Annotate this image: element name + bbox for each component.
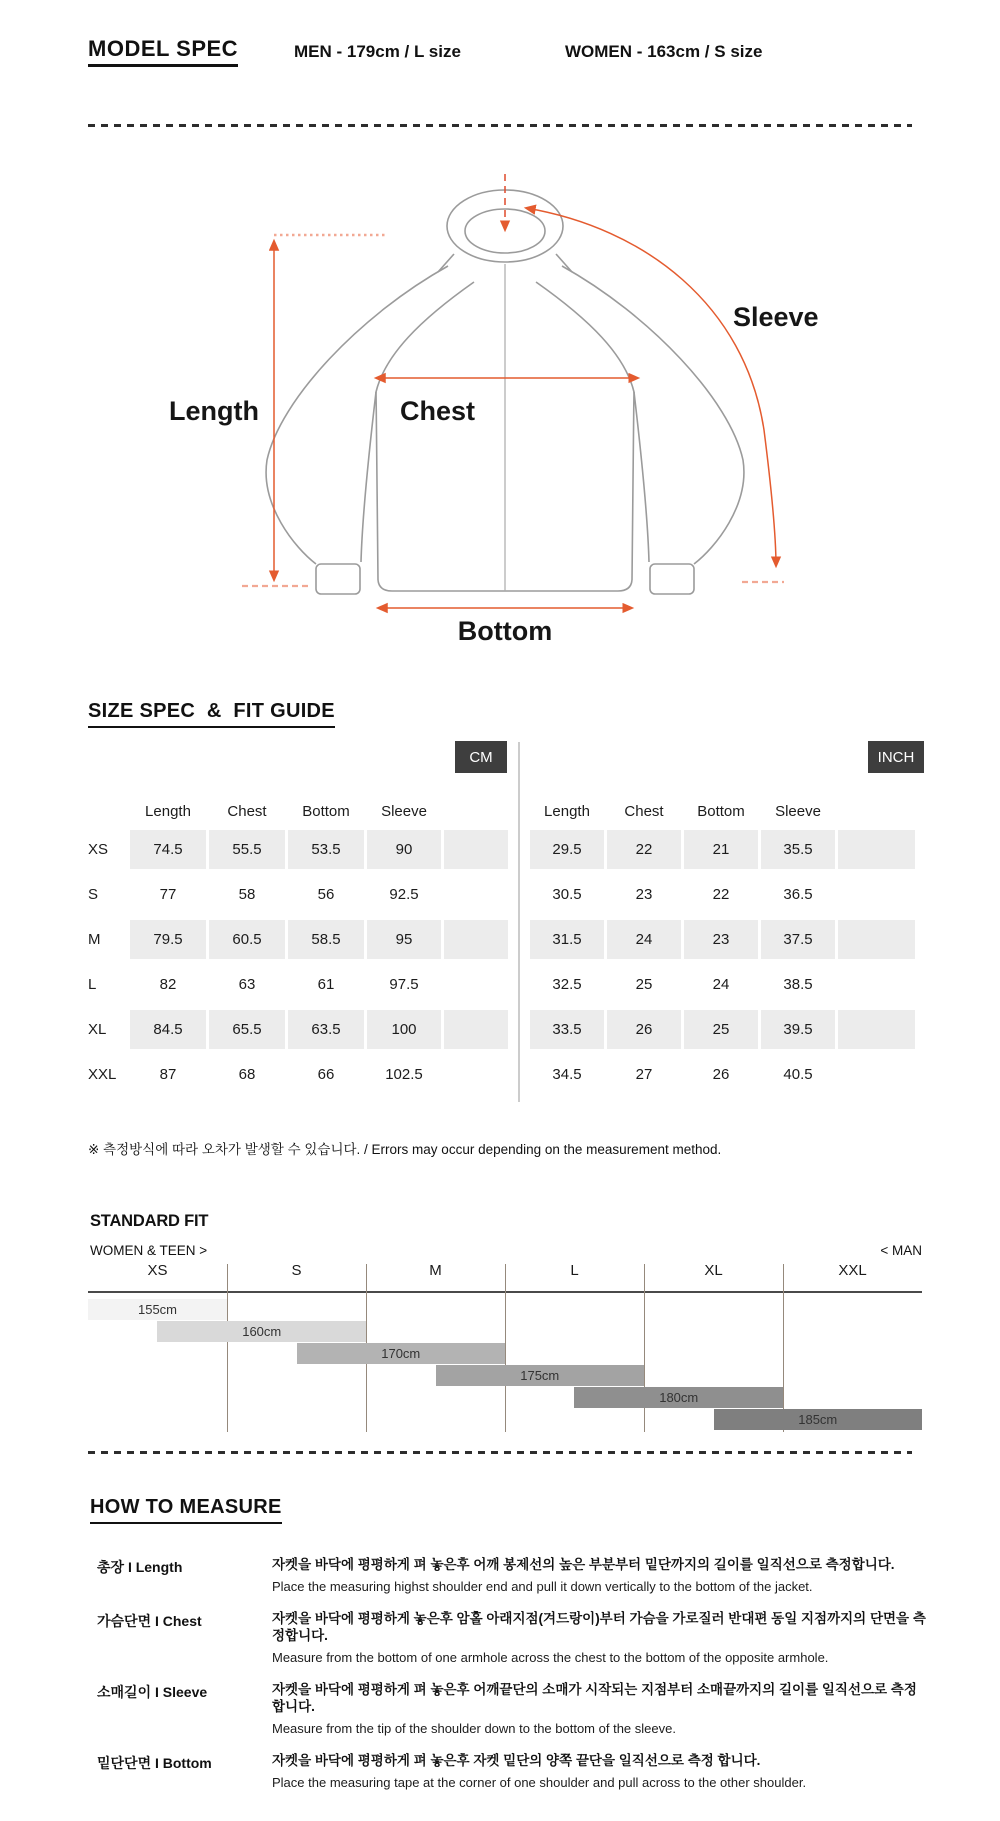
label-bottom: Bottom: [457, 616, 553, 646]
size-cell-extra: [838, 965, 915, 1004]
size-cell: 39.5: [761, 1010, 835, 1049]
size-cell-extra: [444, 1010, 508, 1049]
size-cell: 24: [712, 976, 730, 993]
measure-text-en: Measure from the bottom of one armhole across the chest to the bottom of the opposite armhole.: [272, 1650, 829, 1665]
dashed-divider-bottom: [88, 1451, 912, 1454]
size-row-label: S: [88, 886, 99, 903]
size-cell: 37.5: [761, 920, 835, 959]
fit-bar-label: 160cm: [242, 1324, 282, 1339]
size-col-header: Length: [544, 802, 590, 820]
size-cell-extra: [838, 920, 915, 959]
fit-size-label: S: [291, 1262, 302, 1279]
standard-fit-chart: [88, 1262, 922, 1434]
label-chest: Chest: [400, 396, 476, 426]
measure-row-label: 밑단단면 I Bottom: [97, 1755, 212, 1771]
size-cell: 26: [607, 1010, 681, 1049]
size-cell: 100: [367, 1010, 441, 1049]
fit-bar-label: 185cm: [798, 1412, 838, 1427]
unit-badge-cm: CM: [455, 741, 507, 773]
size-col-header: Length: [145, 802, 191, 820]
size-cell: 34.5: [552, 1066, 582, 1083]
size-cell: 84.5: [130, 1010, 206, 1049]
measure-row: [97, 1610, 927, 1666]
size-row-label: M: [88, 931, 101, 948]
size-cell-extra: [838, 875, 915, 914]
size-cell: 82: [159, 976, 177, 993]
size-cell: 31.5: [530, 920, 604, 959]
size-cell: 53.5: [288, 830, 364, 869]
size-col-header: Sleeve: [381, 802, 427, 820]
size-cell-extra: [444, 875, 508, 914]
size-cell: 77: [159, 886, 177, 903]
jacket-measure-diagram: [70, 130, 930, 654]
measure-row-desc: [272, 1556, 895, 1595]
size-cell: 21: [684, 830, 758, 869]
size-cell: 24: [607, 920, 681, 959]
size-cell: 25: [635, 976, 653, 993]
size-cell: 22: [712, 886, 730, 903]
size-cell: 38.5: [783, 976, 813, 993]
fit-size-label: XXL: [838, 1262, 867, 1279]
size-col-header: Chest: [624, 802, 664, 820]
size-cell-extra: [838, 830, 915, 869]
size-row-label: XS: [88, 841, 109, 858]
standard-fit-title: STANDARD FIT: [90, 1212, 209, 1230]
measure-row-label: 총장 I Length: [97, 1559, 183, 1575]
size-cell: 74.5: [130, 830, 206, 869]
measure-row-label: 가슴단면 I Chest: [97, 1613, 202, 1629]
size-cell: 58: [238, 886, 256, 903]
how-to-measure-title: HOW TO MEASURE: [90, 1496, 282, 1524]
size-cell-extra: [838, 1010, 915, 1049]
size-cell: 22: [607, 830, 681, 869]
measure-text-en: Measure from the tip of the shoulder down to the bottom of the sleeve.: [272, 1721, 676, 1736]
size-col-header-blank: [444, 795, 508, 827]
size-cell: 92.5: [389, 886, 419, 903]
fit-size-label: XS: [147, 1262, 168, 1279]
size-cell: 29.5: [530, 830, 604, 869]
measure-annotations: [242, 174, 784, 608]
size-cell: 95: [367, 920, 441, 959]
model-spec-women: WOMEN - 163cm / S size: [565, 42, 763, 61]
size-cell: 30.5: [552, 886, 582, 903]
fit-bar: [436, 1365, 645, 1386]
measure-row-label: 소매길이 I Sleeve: [97, 1684, 208, 1700]
fit-size-label: XL: [704, 1262, 723, 1279]
size-cell: 97.5: [389, 976, 419, 993]
size-col-header: Chest: [227, 802, 267, 820]
fit-caption-women: WOMEN & TEEN >: [90, 1243, 208, 1258]
size-col-header-blank: [85, 795, 127, 827]
fit-bar: [574, 1387, 783, 1408]
fit-bar-label: 155cm: [137, 1302, 178, 1317]
size-cell: 102.5: [385, 1066, 423, 1083]
measure-text-en: Place the measuring highst shoulder end and pull it down vertically to the bottom of the jacket.: [272, 1579, 813, 1594]
fit-bar: [157, 1321, 366, 1342]
size-cell: 23: [635, 886, 653, 903]
how-to-measure-rows: [97, 1556, 927, 1806]
size-cell: 56: [317, 886, 335, 903]
fit-caption-man: < MAN: [880, 1243, 922, 1258]
measure-row: [97, 1681, 927, 1737]
size-cell: 27: [635, 1066, 653, 1083]
size-cell: 68: [238, 1066, 256, 1083]
label-sleeve: Sleeve: [733, 302, 819, 332]
fit-bar-label: 170cm: [381, 1346, 421, 1361]
size-row-label: XXL: [88, 1066, 117, 1083]
page-title: MODEL SPEC: [88, 36, 238, 67]
size-cell-extra: [838, 1055, 915, 1094]
size-cell: 58.5: [288, 920, 364, 959]
measure-row: [97, 1752, 927, 1791]
fit-bar: [714, 1409, 923, 1430]
size-col-header-blank: [838, 795, 915, 827]
size-cell: 35.5: [761, 830, 835, 869]
size-row-label: L: [88, 976, 97, 993]
fit-bar-label: 175cm: [520, 1368, 560, 1383]
size-cell: 90: [367, 830, 441, 869]
fit-tick-line: [783, 1264, 784, 1432]
measure-row: [97, 1556, 927, 1595]
measure-row-desc: [272, 1681, 927, 1737]
fit-tick-line: [505, 1264, 506, 1432]
size-cell: 26: [712, 1066, 730, 1083]
size-cell-extra: [444, 920, 508, 959]
measure-row-desc: [272, 1610, 927, 1666]
fit-size-label: M: [429, 1262, 442, 1279]
fit-bar-label: 180cm: [659, 1390, 699, 1405]
label-length: Length: [169, 396, 259, 426]
measure-text-kr: 자켓을 바닥에 평평하게 펴 놓은후 어깨끝단의 소매가 시작되는 지점부터 소매끝까지의 길이를 일직선으로 측정합니다.: [272, 1682, 917, 1714]
size-cell-extra: [444, 965, 508, 1004]
size-table-cm: [85, 795, 508, 1097]
measure-text-kr: 자켓을 바닥에 평평하게 놓은후 암홀 아래지점(겨드랑이)부터 가슴을 가로질러 반대편 동일 지점까지의 단면을 측정합니다.: [272, 1611, 926, 1643]
size-cell: 40.5: [783, 1066, 813, 1083]
model-spec-men: MEN - 179cm / L size: [294, 42, 461, 61]
size-cell: 65.5: [209, 1010, 285, 1049]
size-cell: 61: [317, 976, 335, 993]
size-col-header: Sleeve: [775, 802, 821, 820]
table-divider-line: [518, 742, 520, 1102]
measure-text-kr: 자켓을 바닥에 평평하게 펴 놓은후 어깨 봉제선의 높은 부분부터 밑단까지의 길이를 일직선으로 측정합니다.: [272, 1557, 895, 1572]
fit-size-label: L: [570, 1262, 579, 1279]
size-spec-title: SIZE SPEC & FIT GUIDE: [88, 700, 335, 728]
size-row-label: XL: [88, 1021, 107, 1038]
size-cell: 33.5: [530, 1010, 604, 1049]
measure-row-desc: [272, 1752, 806, 1791]
size-cell: 23: [684, 920, 758, 959]
size-cell: 66: [317, 1066, 335, 1083]
size-cell: 79.5: [130, 920, 206, 959]
fit-tick-line: [227, 1264, 228, 1432]
unit-badge-inch: INCH: [868, 741, 924, 773]
size-col-header: Bottom: [697, 802, 745, 820]
size-cell-extra: [444, 830, 508, 869]
measurement-note: ※ 측정방식에 따라 오차가 발생할 수 있습니다. / Errors may occur depending on the measurement method.: [88, 1142, 722, 1157]
size-cell: 25: [684, 1010, 758, 1049]
size-cell: 87: [159, 1066, 177, 1083]
jacket-outline: [266, 190, 744, 594]
size-table-inch: [530, 795, 915, 1097]
dashed-divider-top: [88, 124, 912, 127]
size-cell: 55.5: [209, 830, 285, 869]
size-cell: 63.5: [288, 1010, 364, 1049]
fit-bar: [297, 1343, 506, 1364]
size-cell-extra: [444, 1055, 508, 1094]
size-cell: 60.5: [209, 920, 285, 959]
size-cell: 36.5: [783, 886, 813, 903]
size-cell: 32.5: [552, 976, 582, 993]
measure-text-en: Place the measuring tape at the corner of one shoulder and pull across to the other shoulder.: [272, 1775, 807, 1790]
measure-text-kr: 자켓을 바닥에 평평하게 펴 놓은후 자켓 밑단의 양쪽 끝단을 일직선으로 측정 합니다.: [272, 1753, 761, 1768]
size-col-header: Bottom: [302, 802, 350, 820]
fit-bar: [88, 1299, 227, 1320]
size-cell: 63: [238, 976, 256, 993]
